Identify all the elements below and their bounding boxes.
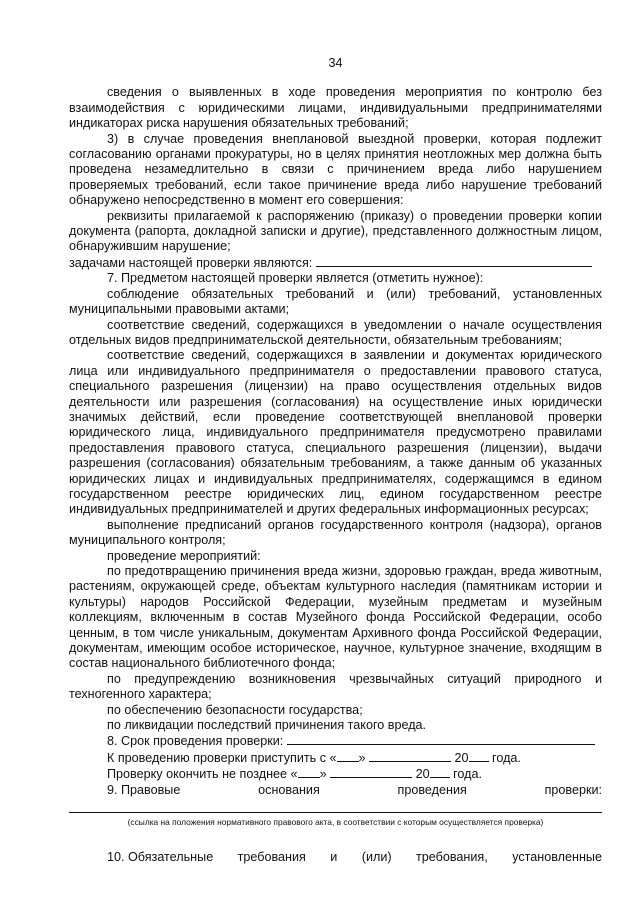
end-date-prefix: Проверку окончить не позднее «	[107, 767, 298, 782]
end-day-blank	[298, 766, 320, 778]
legal-grounds-blank-line	[69, 802, 602, 813]
start-day-blank	[337, 750, 359, 762]
paragraph-subject-mandatory: соблюдение обязательных требований и (или) требований, установленных муниципальными правовыми актами;	[69, 286, 602, 317]
paragraph-document-details: реквизиты прилагаемой к распоряжению (приказу) о проведении проверки копии документа (рапорта, докладной записки и другие), представленного должностным лицом, обнаружившим нарушение;	[69, 208, 602, 254]
paragraph-inspection-tasks	[69, 255, 602, 271]
paragraph-measure-emergency: по предупреждению возникновения чрезвычайных ситуаций природного и техногенного характера;	[69, 671, 602, 702]
paragraph-subject-heading: 7. Предметом настоящей проверки является (отметить нужное):	[107, 271, 484, 286]
start-date-prefix: К проведению проверки приступить с «	[107, 750, 337, 765]
inspection-tasks-label: задачами настоящей проверки являются:	[69, 255, 313, 270]
start-month-blank	[369, 750, 451, 762]
legal-grounds-note: (ссылка на положения нормативного правового акта, в соответствии с которым осуществляется проверка)	[127, 817, 544, 828]
paragraph-end-date	[69, 766, 602, 782]
requirements-word-4: (или)	[361, 849, 392, 864]
paragraph-risk-indicators: сведения о выявленных в ходе проведения мероприятия по контролю без взаимодействия с юридическими лицами, индивидуальными предпринимателями индикаторах риска нарушения обязательных требований;	[69, 85, 602, 131]
paragraph-start-date	[69, 750, 602, 766]
legal-grounds-word-2: основания	[258, 782, 320, 797]
inspection-term-label: 8. Срок проведения проверки:	[107, 734, 284, 749]
requirements-word-6: установленные	[512, 849, 602, 864]
paragraph-subject-notification: соответствие сведений, содержащихся в уведомлении о начале осуществления отдельных видов предпринимательской деятельности, обязательным требованиям;	[69, 317, 602, 347]
legal-grounds-word-4: проверки:	[544, 782, 602, 797]
legal-grounds-word-3: проведения	[397, 782, 467, 797]
end-month-blank	[330, 766, 412, 778]
end-century: 20	[415, 767, 430, 782]
paragraph-measure-prevention: по предотвращению причинения вреда жизни, здоровью граждан, вреда животным, растениям, окружающей среде, объектам культурного наследия (памятникам истории и культуры) народов Российской Федерации, музейным предметам и музейным коллекциям, включенным в состав Музейного фонда Российской Федерации, особо ценным, в том числе уникальным, документам Архивного фонда Российской Федерации, документам, имеющим особое историческое, научное, культурное значение, входящим в состав национального библиотечного фонда;	[69, 564, 602, 671]
requirements-word-2: требования	[237, 849, 306, 864]
page-number: 34	[328, 56, 343, 70]
requirements-word-5: требования,	[416, 849, 488, 864]
paragraph-measure-liquidation: по ликвидации последствий причинения такого вреда.	[107, 718, 427, 733]
paragraph-inspection-term	[69, 733, 602, 749]
requirements-word-1: 10. Обязательные	[107, 849, 214, 864]
paragraph-subject-measures: проведение мероприятий:	[107, 548, 261, 563]
paragraph-subject-orders: выполнение предписаний органов государственного контроля (надзора), органов муниципального контроля;	[69, 517, 602, 548]
start-year-blank	[469, 750, 489, 762]
inspection-tasks-blank	[316, 255, 592, 267]
requirements-word-3: и	[330, 849, 338, 864]
legal-grounds-word-1: 9. Правовые	[107, 782, 181, 797]
paragraph-mandatory-requirements	[69, 850, 602, 865]
paragraph-unscheduled-inspection: 3) в случае проведения внеплановой выездной проверки, которая подлежит согласованию органами прокуратуры, но в целях принятия неотложных мер должна быть проведена незамедлительно в связи с причинением вреда либо нарушением проверяемых требований, если такое причинение вреда либо нарушение требований обнаружено непосредственно в момент его совершения:	[69, 131, 602, 208]
start-year-word: года.	[492, 750, 521, 765]
end-year-word: года.	[453, 767, 482, 782]
end-year-blank	[430, 766, 450, 778]
end-date-quote: »	[319, 767, 327, 782]
paragraph-subject-application: соответствие сведений, содержащихся в заявлении и документах юридического лица или индивидуального предпринимателя о предоставлении правового статуса, специального разрешения (лицензии) на право осуществления отдельных видов деятельности или разрешения (согласования) на осуществление иных юридически значимых действий, если проведение соответствующей внеплановой проверки юридического лица, индивидуального предпринимателя предусмотрено правилами предоставления правового статуса, специального разрешения (лицензии), выдачи разрешения (согласования) обязательным требованиям, а также данным об указанных юридических лицах и индивидуальных предпринимателях, содержащимся в едином государственном реестре юридических лиц, едином государственном реестре индивидуальных предпринимателей и других федеральных информационных ресурсах;	[69, 348, 602, 517]
start-date-quote: »	[358, 750, 366, 765]
start-century: 20	[454, 750, 469, 765]
paragraph-measure-security: по обеспечению безопасности государства;	[107, 702, 363, 717]
paragraph-legal-grounds	[69, 783, 602, 798]
inspection-term-blank	[287, 733, 595, 745]
